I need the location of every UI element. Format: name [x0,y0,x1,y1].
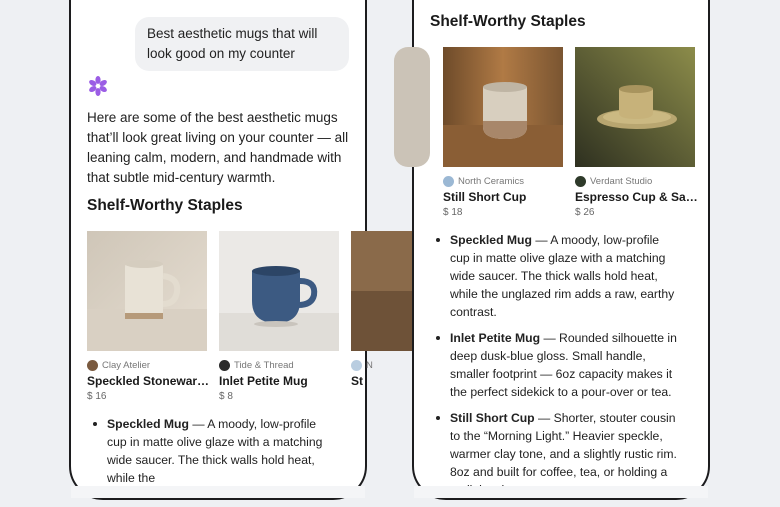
product-image [87,231,207,351]
product-price: $ 26 [575,207,595,218]
brand-name: Tide & Thread [234,360,294,371]
product-image [219,231,339,351]
product-card-espresso-cup-saucer[interactable] [575,47,698,218]
list-item: Still Short Cup — Shorter, stouter cousin to the “Morning Light.” Heavier speckle, warmer clay tone, and a slightly rustic rim. 8oz and built for coffee, tea, or holding a [432,409,682,499]
phone-screen-left [69,0,373,500]
bottom-bar [71,486,365,498]
brand-avatar-icon [351,360,362,371]
product-price: $ 18 [443,207,463,218]
brand-avatar-icon [87,360,98,371]
list-item: Speckled Mug — A moody, low-profile cup in matte olive glaze with a matching wide saucer. The thick walls hold heat, while the unglazed rim adds a raw, earthy contrast. [432,231,682,321]
product-name: Espresso Cup & Sa… [575,190,698,204]
brand-avatar-icon [443,176,454,187]
user-message-bubble [135,17,349,71]
brand-name: N [366,360,373,371]
product-name: Still Short Cup [443,190,527,204]
brand-avatar-icon [575,176,586,187]
list-item: Inlet Petite Mug — Rounded silhouette in deep dusk-blue gloss. Small handle, smaller footprint — 6oz capacity makes it the perfect sidekick to a pour-over or tea. [432,329,682,401]
product-image [575,47,695,167]
product-card-inlet-petite-mug[interactable] [219,231,339,402]
list-item: Speckled Mug — A moody, low-profile cup in matte olive glaze with a matching wide saucer. The thick walls hold heat, while the [89,415,339,487]
assistant-logo-icon [87,75,109,97]
product-card-still-short-cup[interactable] [443,47,563,218]
bullet-list [432,231,682,507]
brand-name: Clay Atelier [102,360,151,371]
section-title: Shelf-Worthy Staples [87,197,243,214]
brand-row [575,176,695,187]
brand-name: North Ceramics [458,176,524,187]
brand-row [219,360,339,371]
section-title: Shelf-Worthy Staples [430,13,586,30]
product-name: Inlet Petite Mug [219,374,308,388]
brand-avatar-icon [219,360,230,371]
product-price: $ 16 [87,391,107,402]
user-message-text: Best aesthetic mugs that will look good on my counter [147,26,318,61]
product-name: Speckled Stonewar… [87,374,210,388]
brand-row [87,360,207,371]
product-card-speckled-stoneware[interactable] [87,231,210,402]
product-image [443,47,563,167]
bullet-list [89,415,339,495]
bottom-bar [414,486,708,498]
phone-screen-right [412,0,710,500]
brand-row [443,176,563,187]
product-price: $ 8 [219,391,233,402]
assistant-intro-text: Here are some of the best aesthetic mugs that’ll look great living on your counter — all leaning calm, modern, and handmade with that subtle mid-century warmth. [87,110,349,185]
product-name: St [351,374,363,388]
brand-name: Verdant Studio [590,176,653,187]
product-card-partial-image[interactable] [394,47,430,167]
